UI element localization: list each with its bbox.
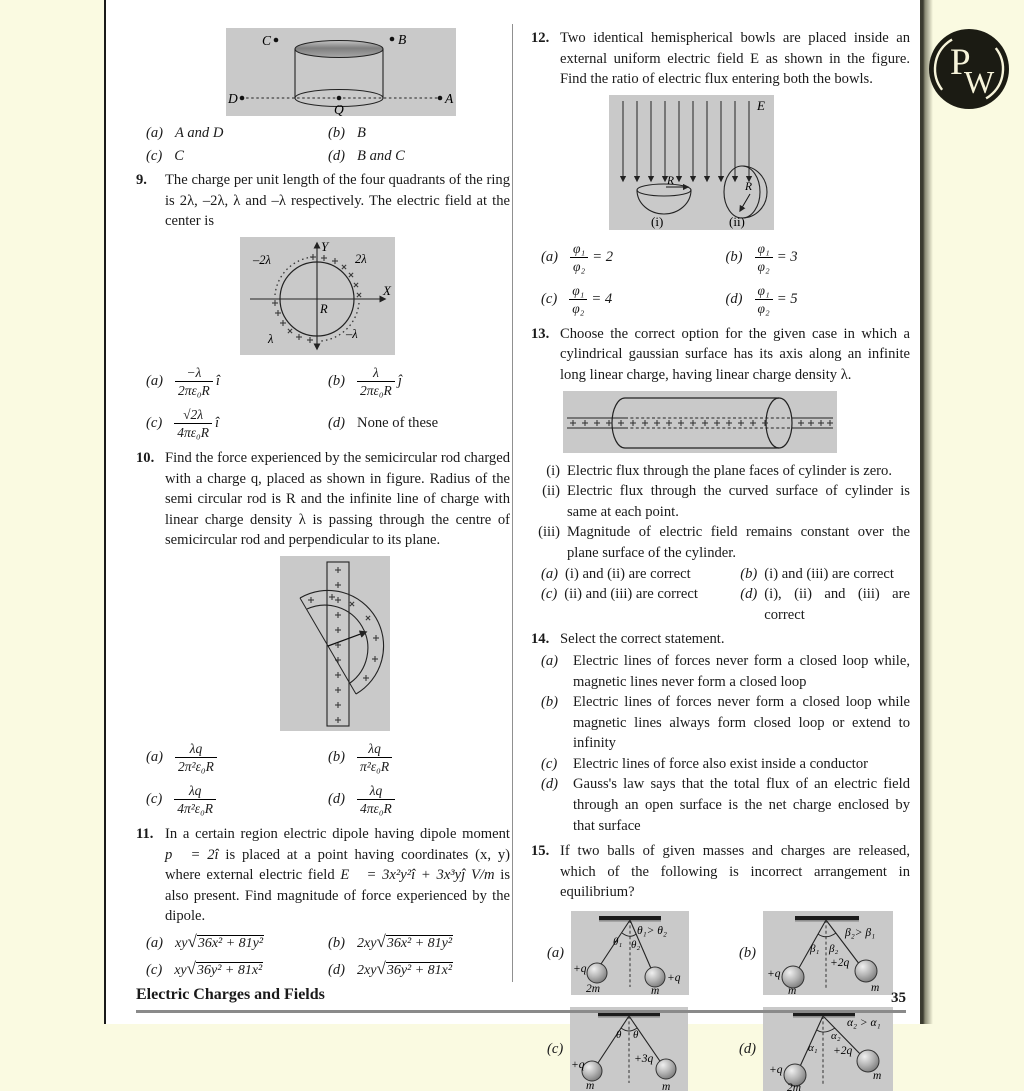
question-15	[531, 841, 910, 903]
q11-option-a	[146, 932, 328, 955]
option-text: (i) and (ii) are correct	[565, 565, 691, 582]
unit-vector: î	[214, 415, 220, 432]
q10-options-row-2	[146, 782, 510, 817]
statement-label: (ii)	[542, 483, 560, 500]
q12-options-row-2	[541, 282, 910, 317]
question-number: 12.	[531, 30, 550, 46]
field-e-label: E	[757, 97, 765, 113]
text-segment: In a certain region electric dipole having dipole moment	[165, 825, 510, 842]
option-text: C	[174, 147, 184, 164]
question-number: 11.	[136, 825, 154, 842]
lambda-bl-label: λ	[268, 331, 274, 346]
right-mass-label: m	[871, 982, 880, 995]
statement-label: (iii)	[538, 524, 560, 541]
fraction: $\frac{\text{φ₁}}{\text{φ₂}}$	[569, 282, 587, 317]
equation-value: = 2	[592, 248, 613, 265]
fraction: $\frac{-\lambda}{\text{2πε₀R}}$	[175, 364, 213, 399]
q8-option-c	[146, 146, 328, 167]
q11-option-c	[146, 959, 328, 982]
option-text: (i) and (iii) are correct	[764, 565, 894, 582]
option-label: (d)	[541, 776, 559, 793]
radical-expression: 2xy√36x² + 81y²	[357, 931, 453, 951]
q14-option-a	[541, 651, 910, 692]
bowl-ii-label: (ii)	[729, 213, 745, 229]
question-number: 10.	[136, 449, 155, 466]
option-label: (a)	[146, 125, 164, 141]
q12-option-d	[726, 282, 911, 317]
q11-option-b	[328, 932, 510, 955]
option-label: (d)	[725, 290, 743, 307]
option-label: (b)	[328, 373, 346, 390]
equation-value: = 3	[776, 248, 798, 265]
option-text: B	[357, 125, 366, 141]
right-column	[531, 28, 910, 1091]
q12-option-a	[541, 240, 726, 275]
radical-expression: xy√36x² + 81y²	[175, 931, 264, 951]
fraction: $\frac{\text{φ₁}}{\text{φ₂}}$	[755, 240, 773, 275]
radius-1-label: R	[667, 174, 675, 187]
q13-statements	[531, 461, 910, 564]
equation-value: = 5	[776, 290, 798, 307]
lambda-tr-label: 2λ	[355, 251, 367, 266]
option-label: (d)	[328, 961, 346, 978]
option-label: (c)	[541, 586, 558, 603]
x-axis-label: X	[383, 282, 391, 298]
point-a-label: A	[445, 91, 454, 106]
question-number: 9.	[136, 172, 147, 189]
q11-options-row-2	[146, 959, 510, 982]
q8-options-row-1	[146, 123, 510, 144]
figure-label: (b)	[739, 944, 757, 961]
point-c-label: C	[262, 33, 272, 48]
figure-gaussian-cylinder	[563, 391, 837, 453]
q12-option-b	[726, 240, 911, 275]
option-text: None of these	[357, 415, 439, 432]
angle-2-label: θ₂	[631, 939, 641, 952]
question-11	[136, 824, 510, 927]
figure-cylinder-points	[226, 28, 456, 116]
option-text: Electric lines of forces never form a closed loop while, magnetic lines never form a closed loop	[573, 652, 910, 690]
angle-1-label: θ	[616, 1029, 622, 1042]
logo-letter-p: P	[950, 42, 971, 83]
question-number: 14.	[531, 631, 550, 648]
fraction: $\frac{\lambda}{\text{2πε₀R}}$	[357, 364, 395, 399]
question-text	[165, 824, 510, 927]
chapter-title: Electric Charges and Fields	[136, 986, 325, 1003]
point-q-label: Q	[334, 102, 344, 116]
option-text: Electric lines of forces never form a closed loop while magnetic lines always form closed loop or extend to infinity	[573, 694, 910, 752]
angle-2-label: β₂	[829, 943, 839, 956]
fraction: $\frac{\text{φ₁}}{\text{φ₂}}$	[570, 240, 588, 275]
q12-options-row-1	[541, 240, 910, 275]
q9-option-c	[146, 406, 328, 441]
question-text: If two balls of given masses and charges are released, which of the following is incorrect arrangement in equilibrium?	[560, 843, 910, 901]
condition-label: β₂> β₁	[845, 927, 876, 940]
fraction: $\frac{\lambda q}{\text{4π²ε₀R}}$	[174, 782, 216, 817]
angle-2-label: α₂	[831, 1030, 841, 1043]
question-12	[531, 28, 910, 90]
figure-label: (a)	[547, 944, 565, 961]
q9-option-d	[328, 413, 510, 434]
right-mass-label: m	[662, 1081, 671, 1091]
option-label: (a)	[541, 565, 559, 582]
option-text: B and C	[357, 147, 405, 164]
option-label: (a)	[146, 373, 164, 390]
math-expression: E⃗ = 3x²y²î + 3x³yĵ V/m	[340, 867, 495, 884]
option-label: (d)	[740, 586, 758, 603]
question-10	[136, 448, 510, 551]
q13-options-row-1	[541, 564, 910, 585]
lambda-br-label: –λ	[346, 326, 358, 341]
condition-label: θ₁> θ₂	[637, 925, 667, 938]
right-charge-label: +q	[667, 972, 681, 985]
question-13	[531, 324, 910, 386]
q14-option-b	[541, 692, 910, 754]
q13-option-b	[740, 564, 910, 585]
option-label: (a)	[146, 749, 164, 766]
point-b-label: B	[398, 32, 407, 47]
angle-1-label: α₁	[808, 1042, 818, 1055]
q10-option-d	[328, 782, 510, 817]
q13-option-a	[541, 564, 740, 585]
left-charge-label: +q	[767, 968, 781, 981]
option-label: (a)	[541, 652, 559, 669]
option-label: (c)	[541, 290, 558, 307]
left-mass-label: m	[788, 985, 797, 996]
left-column	[136, 28, 510, 985]
logo-letter-w: W	[964, 64, 995, 100]
statement-label: (i)	[546, 462, 560, 479]
q8-option-b	[328, 123, 510, 144]
angle-2-label: θ	[633, 1029, 639, 1042]
column-divider	[512, 24, 513, 982]
fraction: $\frac{√2\lambda}{\text{4πε₀R}}$	[174, 406, 212, 441]
q13-option-d	[740, 584, 910, 625]
lambda-tl-label: –2λ	[253, 252, 271, 267]
text-segment: is also present. Find magnitude of force experienced by the dipole.	[165, 867, 510, 925]
option-label: (c)	[541, 755, 558, 772]
q14-option-d	[541, 774, 910, 836]
option-label: (c)	[146, 791, 163, 808]
option-label: (b)	[541, 694, 559, 711]
right-charge-label: +3q	[634, 1053, 654, 1066]
statement-text: Electric flux through the curved surface of cylinder is same at each point.	[567, 483, 910, 520]
q12-option-c	[541, 282, 726, 317]
point-d-label: D	[228, 91, 238, 106]
q8-option-d	[328, 146, 510, 167]
statement-text: Magnitude of electric field remains constant over the plane surface of the cylinder.	[567, 524, 910, 561]
q9-options-row-2	[146, 406, 510, 441]
fraction: $\frac{\lambda q}{\text{4πε₀R}}$	[357, 782, 395, 817]
right-charge-label: +2q	[833, 1045, 853, 1058]
footer-rule	[136, 1010, 906, 1013]
q11-options-row-1	[146, 932, 510, 955]
option-label: (b)	[740, 565, 758, 582]
q9-option-b	[328, 364, 510, 399]
radius-label: R	[320, 301, 328, 316]
question-text: Choose the correct option for the given case in which a cylindrical gaussian surface has its axis along an infinite long linear charge, having linear charge density λ.	[560, 325, 910, 383]
unit-vector: î	[215, 373, 220, 390]
question-text: Find the force experienced by the semicircular rod charged with a charge q, placed as shown in figure. Radius of the semi circular rod is R and the infinite line of charge with linear charge density λ is passing through the centre of semicircular rod and perpendicular to its plane.	[165, 449, 510, 549]
pendulum-diagram-d	[763, 1007, 893, 1091]
pendulum-diagram-b	[763, 911, 893, 995]
option-text: A and D	[175, 125, 224, 141]
q15-figure-grid	[531, 911, 910, 1091]
option-label: (c)	[146, 961, 163, 978]
question-text: Two identical hemispherical bowls are placed inside an external uniform electric field E as shown in the figure. Find the ratio of electric flux entering both the bowls.	[560, 30, 910, 88]
option-label: (a)	[541, 248, 559, 265]
pendulum-diagram-a	[571, 911, 689, 995]
fraction: $\frac{\text{φ₁}}{\text{φ₂}}$	[755, 282, 773, 317]
right-mass-label: m	[651, 985, 660, 996]
option-label: (d)	[328, 147, 346, 164]
option-text: (ii) and (iii) are correct	[564, 586, 698, 603]
equation-value: = 4	[591, 290, 613, 307]
fraction: $\frac{\lambda q}{\text{π²ε₀R}}$	[357, 740, 392, 775]
text-segment: is placed at a point having coordinates (x, y) where external electric field	[165, 846, 510, 884]
figure-semicircular-rod	[280, 556, 390, 731]
q10-option-b	[328, 740, 510, 775]
condition-label: α₂ > α₁	[847, 1017, 881, 1030]
figure-charged-ring	[240, 237, 395, 355]
left-charge-label: +q	[571, 1059, 585, 1072]
angle-1-label: β₁	[810, 943, 820, 956]
angle-1-label: θ₁	[613, 936, 623, 949]
option-label: (c)	[146, 147, 163, 164]
fraction: $\frac{\lambda q}{\text{2π²ε₀R}}$	[175, 740, 217, 775]
page-number: 35	[891, 990, 906, 1006]
unit-vector: ĵ	[397, 373, 402, 390]
left-mass-label: 2m	[586, 983, 601, 996]
question-text: The charge per unit length of the four quadrants of the ring is 2λ, –2λ, λ and –λ respectively. The electric field at the center is	[165, 172, 510, 230]
q11-option-d	[328, 959, 510, 982]
option-label: (b)	[328, 749, 346, 766]
left-charge-label: +q	[573, 963, 587, 976]
statement-iii	[531, 522, 910, 563]
question-9	[136, 170, 510, 232]
left-mass-label: m	[586, 1080, 595, 1091]
q15-figure-b	[739, 911, 910, 995]
q13-option-c	[541, 584, 740, 625]
radius-2-label: R	[745, 180, 753, 193]
option-text: Gauss's law says that the total flux of an electric field through an open surface is the net charge enclosed by that surface	[573, 776, 910, 834]
question-number: 15.	[531, 843, 550, 860]
figure-label: (c)	[547, 1040, 564, 1057]
right-mass-label: m	[873, 1070, 882, 1083]
q9-option-a	[146, 364, 328, 399]
page-edge-shadow	[920, 0, 934, 1024]
q15-figure-c	[547, 1007, 739, 1091]
radical-expression: xy√36y² + 81x²	[174, 958, 263, 978]
option-label: (c)	[146, 415, 163, 432]
q13-options-row-2	[541, 584, 910, 625]
radical-expression: 2xy√36y² + 81x²	[357, 958, 453, 978]
question-text: Select the correct statement.	[560, 631, 725, 648]
math-expression: p⃗ = 2î	[165, 846, 219, 863]
figure-label: (d)	[739, 1040, 757, 1057]
q14-options	[531, 651, 910, 836]
q14-option-c	[541, 754, 910, 775]
question-14	[531, 629, 910, 650]
q10-option-a	[146, 740, 328, 775]
q10-option-c	[146, 782, 328, 817]
option-text: Electric lines of force also exist inside a conductor	[573, 755, 869, 772]
option-label: (b)	[328, 934, 346, 951]
y-axis-label: Y	[321, 238, 329, 254]
figure-hemispherical-bowls	[609, 95, 774, 230]
question-number: 13.	[531, 325, 550, 342]
q10-options-row-1	[146, 740, 510, 775]
q9-options-row-1	[146, 364, 510, 399]
option-label: (d)	[328, 415, 346, 432]
right-charge-label: +2q	[830, 957, 850, 970]
q15-figure-a	[547, 911, 739, 995]
left-mass-label: 2m	[787, 1082, 802, 1091]
bowl-i-label: (i)	[651, 213, 664, 229]
statement-i	[531, 461, 910, 482]
q15-figure-d	[739, 1007, 910, 1091]
option-label: (b)	[328, 125, 346, 141]
left-charge-label: +q	[769, 1064, 783, 1077]
statement-ii	[531, 481, 910, 522]
option-label: (a)	[146, 934, 164, 951]
option-text: (i), (ii) and (iii) are correct	[764, 586, 910, 623]
statement-text: Electric flux through the plane faces of cylinder is zero.	[567, 462, 892, 479]
q8-options-row-2	[146, 146, 510, 167]
option-label: (d)	[328, 791, 346, 808]
q8-option-a	[146, 123, 328, 144]
option-label: (b)	[725, 248, 743, 265]
pendulum-diagram-c	[570, 1007, 688, 1091]
pw-logo	[926, 26, 1012, 112]
